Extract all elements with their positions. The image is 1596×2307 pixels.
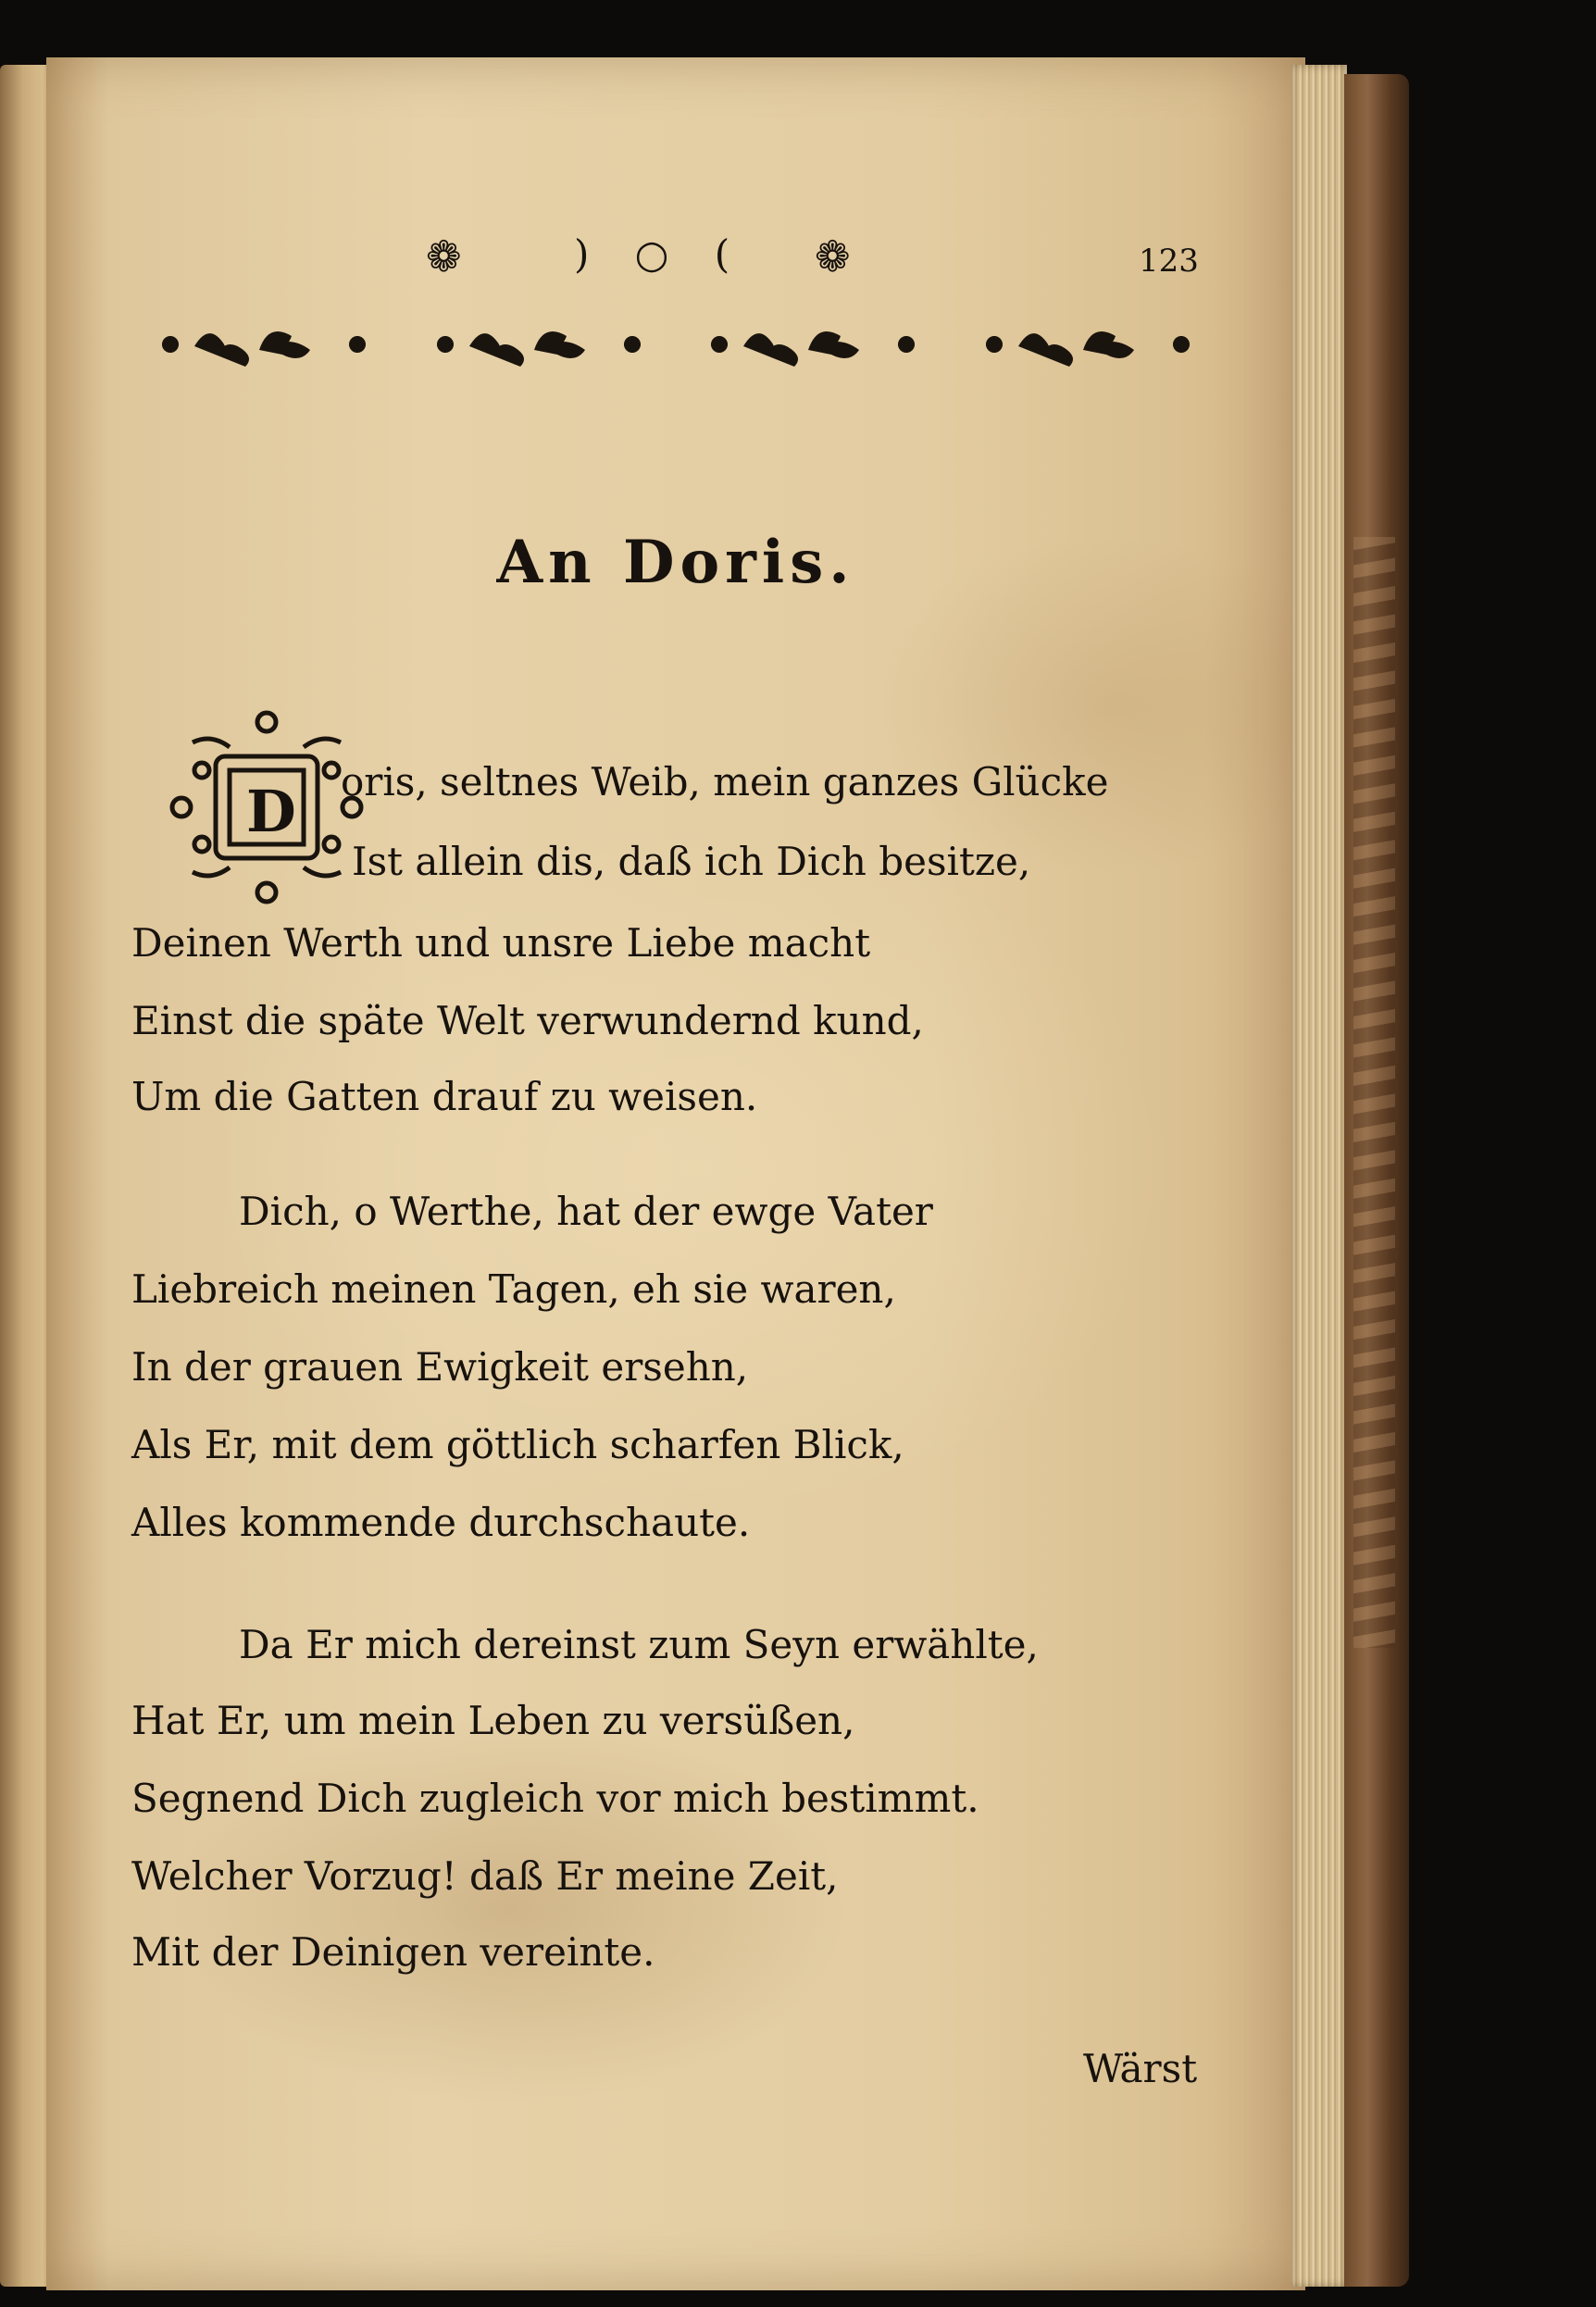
border-ornament-group — [706, 317, 919, 372]
poem-line: Welcher Vorzug! daß Er meine Zeit, — [131, 1853, 839, 1899]
poem-line: Einst die späte Welt verwundernd kund, — [131, 998, 924, 1043]
vine-ornament-icon — [157, 317, 370, 372]
header-bracket-ornament: ) ○ ( — [574, 231, 747, 277]
poem-line: In der grauen Ewigkeit ersehn, — [131, 1344, 749, 1390]
page-number: 123 — [1139, 243, 1199, 280]
border-ornament-group — [432, 317, 645, 372]
border-ornament-group — [981, 317, 1194, 372]
drop-cap-ornament — [165, 705, 368, 909]
vine-ornament-icon — [706, 317, 919, 372]
header-flower-ornament-right: ❁ — [815, 231, 851, 281]
poem-line: Ist allein dis, daß ich Dich besitze, — [352, 839, 1031, 884]
vine-ornament-icon — [981, 317, 1194, 372]
poem-line: Dich, o Werthe, hat der ewge Vater — [239, 1189, 933, 1234]
page — [46, 57, 1305, 2290]
decorative-border — [157, 317, 1194, 372]
poem-line: Hat Er, um mein Leben zu versüßen, — [131, 1698, 855, 1743]
poem-line: Da Er mich dereinst zum Seyn erwählte, — [239, 1622, 1039, 1667]
poem-line: Als Er, mit dem göttlich scharfen Blick, — [131, 1422, 904, 1467]
poem-title: An Doris. — [496, 528, 855, 597]
border-ornament-group — [157, 317, 370, 372]
drop-cap-letter: D — [246, 778, 296, 845]
poem-line: Deinen Werth und unsre Liebe macht — [131, 920, 871, 966]
page-fore-edge — [1291, 65, 1347, 2287]
catchword: Wärst — [1083, 2046, 1198, 2091]
poem-line: Segnend Dich zugleich vor mich bestimmt. — [131, 1776, 979, 1821]
poem-line: Liebreich meinen Tagen, eh sie waren, — [131, 1266, 896, 1312]
header-flower-ornament-left: ❁ — [426, 231, 462, 281]
poem-line: Um die Gatten drauf zu weisen. — [131, 1074, 758, 1119]
leather-cover — [1344, 74, 1409, 2287]
poem-line: oris, seltnes Weib, mein ganzes Glücke — [341, 759, 1109, 804]
poem-line: Mit der Deinigen vereinte. — [131, 1929, 655, 1975]
poem-line: Alles kommende durchschaute. — [131, 1500, 751, 1545]
vine-ornament-icon — [432, 317, 645, 372]
